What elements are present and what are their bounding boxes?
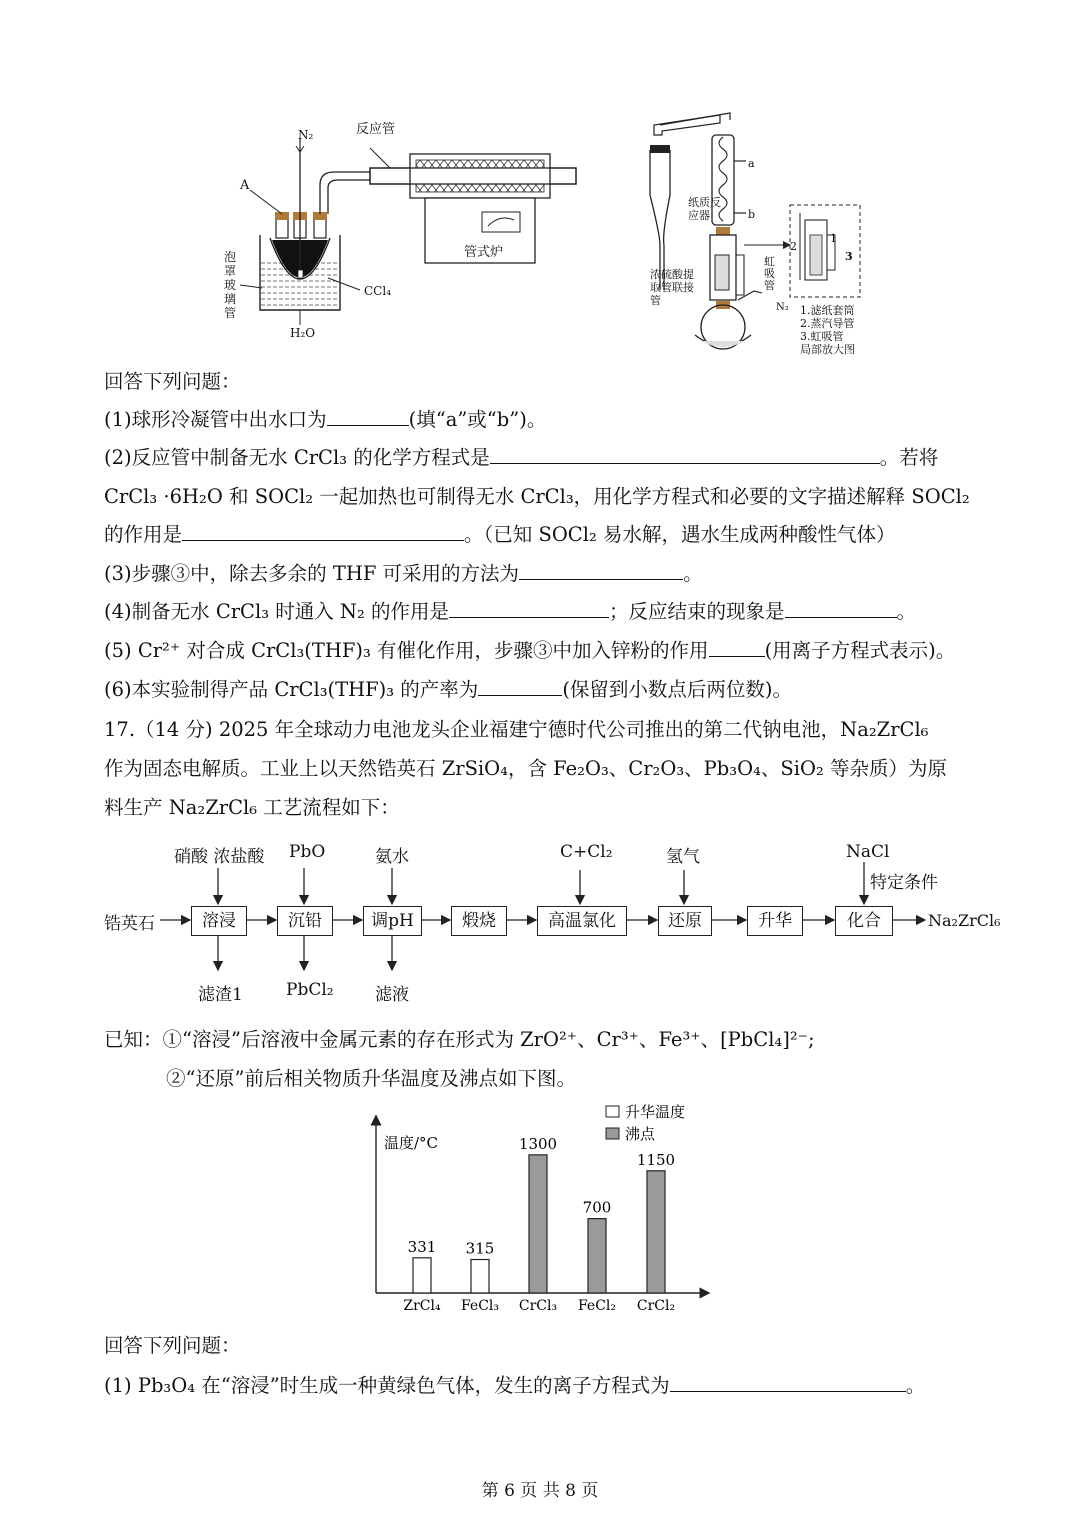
- enlarged-legend: [800, 304, 855, 356]
- bar-category-label-3: FeCl₂: [577, 1298, 617, 1314]
- h2o-label: H₂O: [290, 326, 316, 340]
- q16-part2c-end: 。（已知 SOCl₂ 易水解，遇水生成两种酸性气体）: [464, 523, 896, 546]
- flow-output-pbcl2: PbCl₂: [286, 980, 334, 1000]
- q16-part4-blank1[interactable]: [449, 599, 609, 618]
- bar-value-label-2: 1300: [518, 1134, 558, 1153]
- extraction-tube-label: 浓硫酸提取管联接管: [650, 268, 694, 307]
- flow-step-lead-precip: 沉铅: [277, 906, 333, 936]
- paper-reactor-label: 纸质反应器: [688, 196, 721, 222]
- bar-1: [471, 1260, 489, 1293]
- bar-value-label-4: 1150: [636, 1150, 676, 1169]
- flow-condition: 特定条件: [870, 873, 938, 893]
- legend-steam-tube: 2.蒸汽导管: [800, 317, 855, 330]
- q17-part1-blank[interactable]: [670, 1373, 906, 1392]
- legend-siphon: 3.虹吸管: [800, 330, 844, 343]
- q16-part4-end: 。: [896, 600, 917, 623]
- q16-part5-blank[interactable]: [709, 638, 765, 657]
- flow-start: 锆英石: [104, 914, 155, 934]
- enlarged-num2: 2: [790, 240, 797, 253]
- q17-line1: 17.（14 分) 2025 年全球动力电池龙头企业福建宁德时代公司推出的第二代钠电池，Na₂ZrCl₆: [104, 718, 929, 741]
- bar-4: [647, 1171, 665, 1293]
- siphon-tube-label: 虹吸管: [764, 255, 775, 292]
- flow-input-hydrogen: 氢气: [666, 847, 700, 867]
- q16-part2a-end: 。若将: [879, 446, 939, 469]
- q16-part2c-blank[interactable]: [182, 522, 464, 541]
- q16-part4-blank2[interactable]: [785, 599, 897, 618]
- flow-product: Na₂ZrCl₆: [928, 911, 1001, 930]
- bar-category-label-1: FeCl₃: [460, 1298, 500, 1314]
- q16-part2a-text: (2)反应管中制备无水 CrCl₃ 的化学方程式是: [104, 446, 490, 469]
- q16-part6-end: (保留到小数点后两位数)。: [562, 678, 793, 701]
- q17-part1-text: (1) Pb₃O₄ 在“溶浸”时生成一种黄绿色气体，发生的离子方程式为: [104, 1374, 670, 1397]
- flow-step-sublime: 升华: [747, 906, 803, 936]
- q16-part1-blank[interactable]: [327, 407, 409, 426]
- bar-category-label-4: CrCl₂: [636, 1298, 676, 1314]
- tube-furnace-label: 管式炉: [464, 245, 504, 260]
- flow-step-combine: 化合: [835, 906, 893, 936]
- bar-2: [529, 1155, 547, 1293]
- n2-right-label: N₂: [776, 302, 789, 313]
- bar-0: [413, 1258, 431, 1293]
- q17-part1: [104, 1372, 925, 1400]
- q16-part2c: [104, 521, 895, 549]
- q16-part4-mid: ；反应结束的现象是: [609, 600, 785, 623]
- ccl4-label: CCl₄: [364, 284, 392, 298]
- q16-part1-end: (填“a”或“b”)。: [408, 408, 547, 431]
- q16-part4-text: (4)制备无水 CrCl₃ 时通入 N₂ 的作用是: [104, 600, 450, 623]
- q16-part4: [104, 598, 916, 626]
- bar-value-label-3: 700: [582, 1198, 612, 1217]
- bar-category-label-0: ZrCl₄: [403, 1298, 441, 1314]
- chart-ylabel: 温度/°C: [384, 1134, 439, 1152]
- q16-part2a-blank[interactable]: [490, 445, 880, 464]
- temperature-bar-chart: [370, 1098, 730, 1323]
- q16-part3-end: 。: [683, 562, 703, 585]
- q16-part5-text: (5) Cr²⁺ 对合成 CrCl₃(THF)₃ 有催化作用，步骤③中加入锌粉的作用: [104, 639, 709, 662]
- q16-part6-text: (6)本实验制得产品 CrCl₃(THF)₃ 的产率为: [104, 678, 479, 701]
- flow-input-nacl: NaCl: [846, 842, 890, 862]
- enlarged-num3: 3: [845, 250, 853, 263]
- legend-label-boiling: 沸点: [625, 1125, 656, 1143]
- q17-part1-end: 。: [905, 1374, 926, 1397]
- known-2: ②“还原”前后相关物质升华温度及沸点如下图。: [166, 1067, 576, 1090]
- bar-value-label-0: 331: [407, 1237, 437, 1256]
- q16-part3-blank[interactable]: [519, 561, 683, 580]
- flow-step-dissolve: 溶浸: [191, 906, 247, 936]
- condenser-b-label: b: [748, 208, 756, 221]
- q16-intro: 回答下列问题：: [104, 370, 241, 393]
- legend-enlarged: 局部放大图: [800, 343, 855, 356]
- flow-input-c-cl2: C+Cl₂: [560, 842, 613, 862]
- reaction-tube-label: 反应管: [356, 122, 396, 137]
- enlarged-num1: 1: [830, 232, 837, 245]
- tube-furnace-apparatus: [220, 110, 600, 350]
- q17-line3: 料生产 Na₂ZrCl₆ 工艺流程如下：: [104, 796, 400, 819]
- condenser-a-label: a: [748, 157, 755, 170]
- q16-part2b: CrCl₃ ·6H₂O 和 SOCl₂ 一起加热也可制得无水 CrCl₃，用化学方程式和必要的文字描述解释 SOCl₂: [104, 485, 970, 508]
- q17-line2: 作为固态电解质。工业上以天然锆英石 ZrSiO₄，含 Fe₂O₃、Cr₂O₃、Pb₃O₄、SiO₂ 等杂质）为原: [104, 757, 947, 780]
- flask-a-label: A: [240, 178, 250, 193]
- q16-part6: [104, 676, 792, 704]
- q16-part1-text: (1)球形冷凝管中出水口为: [104, 408, 327, 431]
- n2-label: N₂: [298, 128, 314, 142]
- flow-step-chlorination: 高温氯化: [537, 906, 627, 936]
- q16-part6-blank[interactable]: [478, 677, 562, 696]
- bar-category-label-2: CrCl₃: [518, 1298, 558, 1314]
- q16-part2c-text: 的作用是: [104, 523, 183, 546]
- flow-input-pbo: PbO: [289, 842, 326, 862]
- q17-intro: 回答下列问题：: [104, 1334, 241, 1357]
- q16-part1: [104, 406, 546, 434]
- legend-filter-paper: 1.滤纸套筒: [800, 304, 855, 317]
- bar-value-label-1: 315: [465, 1239, 495, 1258]
- q16-part3: [104, 560, 703, 588]
- legend-label-sublimation: 升华温度: [625, 1103, 686, 1121]
- flow-step-reduce: 还原: [658, 906, 712, 936]
- legend-swatch-sublimation: [606, 1106, 619, 1117]
- known-1: 已知：①“溶浸”后溶液中金属元素的存在形式为 ZrO²⁺、Cr³⁺、Fe³⁺、[PbCl₄]²⁻;: [104, 1028, 815, 1051]
- page-footer: 第 6 页 共 8 页: [481, 1481, 599, 1501]
- legend-swatch-boiling: [606, 1128, 619, 1139]
- flow-input-ammonia: 氨水: [375, 847, 409, 867]
- q16-part2a: [104, 444, 938, 472]
- flow-output-residue: 滤渣1: [198, 985, 243, 1005]
- q16-part5: [104, 637, 955, 665]
- foam-glass-tube-label: 泡罩玻璃管: [224, 250, 237, 320]
- q16-part5-end: (用离子方程式表示)。: [764, 639, 956, 662]
- flow-step-adjust-ph: 调pH: [363, 906, 422, 936]
- flow-output-filtrate: 滤液: [375, 985, 409, 1005]
- bar-3: [588, 1219, 606, 1293]
- q16-part3-text: (3)步骤③中，除去多余的 THF 可采用的方法为: [104, 562, 520, 585]
- flow-input-acids: 硝酸 浓盐酸: [174, 847, 265, 867]
- flow-step-calcine: 煅烧: [451, 906, 507, 936]
